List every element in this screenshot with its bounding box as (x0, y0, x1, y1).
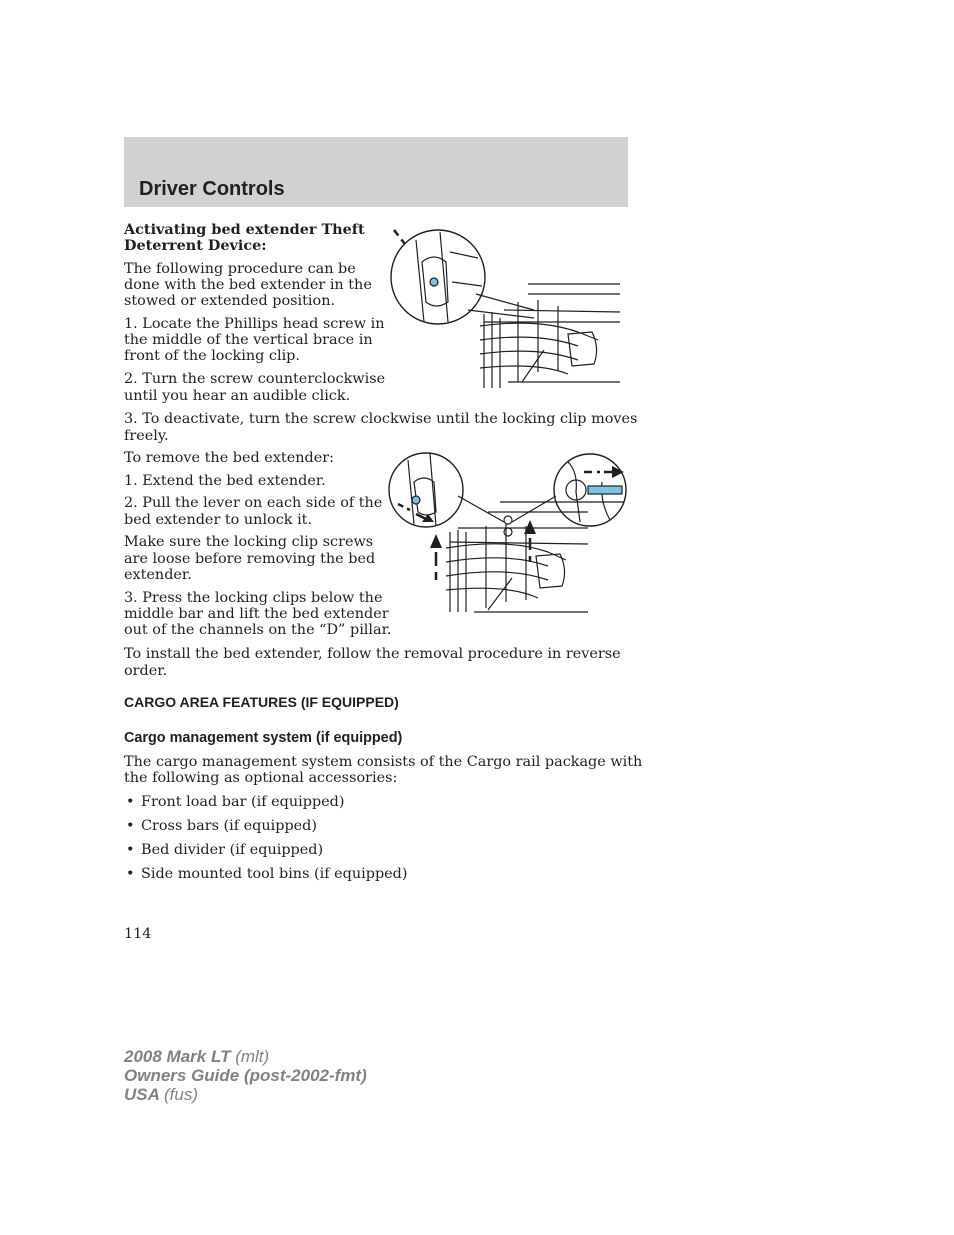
cargo-para-line: the following as optional accessories: (124, 770, 398, 786)
note-line: extender. (124, 567, 192, 583)
bed-extender-screw-illustration (388, 222, 624, 392)
note-line: are loose before removing the bed (124, 551, 376, 567)
bullet-item: Cross bars (if equipped) (141, 818, 318, 834)
bullet-item: Side mounted tool bins (if equipped) (141, 866, 408, 882)
cargo-area-heading: CARGO AREA FEATURES (IF EQUIPPED) (124, 694, 399, 710)
bed-extender-removal-illustration (388, 452, 628, 618)
step-line: 3. Press the locking clips below the (124, 590, 383, 606)
document-footer (124, 1047, 367, 1104)
footer-line1 (124, 1047, 367, 1066)
page-number: 114 (124, 926, 152, 942)
step-line: 3. To deactivate, turn the screw clockwise until the locking clip moves (124, 411, 638, 427)
para-line: stowed or extended position. (124, 293, 336, 309)
section-title: Driver Controls (139, 178, 285, 200)
footer-model-code: (mlt) (235, 1047, 270, 1066)
step-line: middle bar and lift the bed extender (124, 606, 389, 622)
step-line: 2. Turn the screw counterclockwise (124, 371, 386, 387)
step-line: the middle of the vertical brace in (124, 332, 373, 348)
step-line: 1. Locate the Phillips head screw in (124, 316, 385, 332)
para-line: done with the bed extender in the (124, 277, 372, 293)
footer-guide: Owners Guide (post-2002-fmt) (124, 1066, 367, 1085)
para-line: The following procedure can be (124, 261, 356, 277)
footer-market-code: (fus) (164, 1085, 198, 1104)
step-line: freely. (124, 428, 169, 444)
note-line: Make sure the locking clip screws (124, 534, 374, 550)
footer-market: USA (124, 1085, 160, 1104)
step-line: 1. Extend the bed extender. (124, 473, 326, 489)
step-line: 2. Pull the lever on each side of the (124, 495, 383, 511)
footer-line2 (124, 1066, 367, 1085)
bullet-dot: • (126, 842, 135, 858)
cargo-management-subheading: Cargo management system (if equipped) (124, 730, 403, 746)
bullet-dot: • (126, 818, 135, 834)
footer-model: 2008 Mark LT (124, 1047, 231, 1066)
step-line: until you hear an audible click. (124, 388, 351, 404)
bullet-dot: • (126, 866, 135, 882)
footer-line3 (124, 1085, 367, 1104)
bullet-item: Front load bar (if equipped) (141, 794, 345, 810)
theft-deterrent-heading-line1: Activating bed extender Theft (124, 221, 365, 238)
step-line: bed extender to unlock it. (124, 512, 313, 528)
theft-deterrent-heading-line2: Deterrent Device: (124, 237, 267, 254)
install-line: order. (124, 663, 168, 679)
bullet-dot: • (126, 794, 135, 810)
step-line: front of the locking clip. (124, 348, 300, 364)
step-line: out of the channels on the “D” pillar. (124, 622, 392, 638)
remove-intro: To remove the bed extender: (124, 450, 334, 466)
cargo-para-line: The cargo management system consists of the Cargo rail package with (124, 754, 643, 770)
install-line: To install the bed extender, follow the removal procedure in reverse (124, 646, 621, 662)
bullet-item: Bed divider (if equipped) (141, 842, 324, 858)
